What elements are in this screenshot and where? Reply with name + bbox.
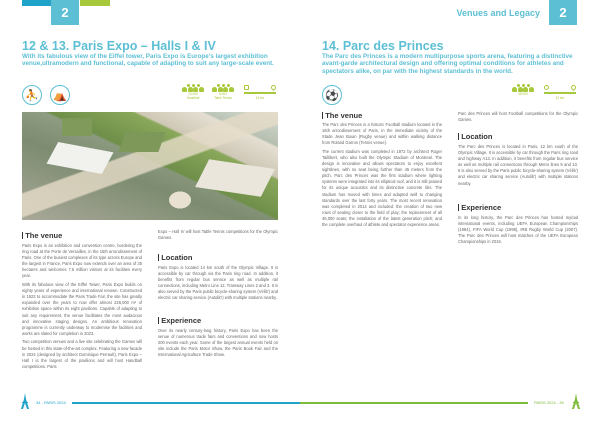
location-pin-icon <box>570 84 577 91</box>
experience-body: In its long history, the Parc des Princes has hosted myriad international events, including UEFA European Championships (1984), FIFA World Cup (1998), IRB Rugby World Cup (2007). The Parc des Princes will host matches of the UEFA European Championships in 2016. <box>458 215 578 245</box>
location-body: Paris Expo is located 14 km south of the Olympic Village. It is accessible by car through via the Paris ring road. In addition, it benefits from regular bus service as well as multiple rail connections, including Metro Line 12, Tramway Lines 2 and 3. It is also served by the Paris public bicycle-sharing system (Vélib') and electric car sharing service (Autolib') with multiple stations nearby. <box>158 265 278 301</box>
location-body: The Parc des Princes is located in Paris, 12 km south of the Olympic Village. It is accessible by car through the Paris ring road and highway A13. In addition, it benefits from regular bus service as well as multiple rail connections through Metro lines 9 and 10. It is also served by the Paris public bicycle-sharing system (Vélib') and electric car sharing service (Autolib') with multiple stations nearby. <box>458 144 578 186</box>
venue-title: 14. Parc des Princes <box>322 39 444 53</box>
section-heading-venue: The venue <box>322 111 362 120</box>
top-color-bar-blue <box>22 0 52 6</box>
capacity-stat-handball: 10,000 Handball <box>176 84 210 101</box>
chapter-number-badge: 2 <box>549 0 577 25</box>
section-label: Venues and Legacy <box>456 8 540 18</box>
eiffel-tower-icon <box>571 393 581 409</box>
section-heading-experience: Experience <box>158 316 201 325</box>
col2-intro: Expo – Hall IV will host Table Tennis competitions for the Olympic Games. <box>158 229 278 241</box>
section-heading-location: Location <box>458 132 492 141</box>
venue-title: 12 & 13. Paris Expo – Halls I & IV <box>22 39 216 53</box>
paris-expo-aerial-photo <box>22 112 278 220</box>
location-pin-icon <box>270 84 277 91</box>
handball-icon: ⛹ <box>22 85 42 105</box>
right-page: Venues and Legacy 2 14. Parc des Princes The Parc des Princes is a modern multipurpose sports arena, featuring a distinctive avant-garde architectural design and offering optimal conditions for athletes and spectators alike, on par with the highest standards in the world. ⚽ 45,000 12 km The venue The Parc des Princes is a historic Football stadium located in the 16th arrondissement of Paris, in the immediate vicinity of the Stade Jean Bouin (Rugby venue) and within walking distance from Roland Garros (Tennis venue). The current stadium was completed in 1972 by architect Roger Taillibert, who also built the Olympic Stadium of Montreal. The design is innovative and allows spectators to enjoy excellent sightlines, with no seat being further than 45 meters from the pitch. Parc des Princes was the first stadium where lighting systems were integrated into its elliptical roof, and it is still praised for its unique acoustics and its distinctive concrete ribs. The stadium has moved with times and adapted well to changing standards over the last forty years. The most recent renovation was completed in 2014 and included: the creation of two new rows of seating closer to the field of play; the replacement of all 45,000 seats; the installation of the latest generation pitch; and the complete overhaul of athlete and spectator experience areas. Parc des Princes will host Football competitions for the Olympic Games. Location The Parc des Princes is located in Paris, 12 km south of the Olympic Village. It is accessible by car through the Paris ring road and highway A13. In addition, it benefits from regular bus service as well as multiple rail connections through Metro lines 9 and 10. It is also served by the Paris public bicycle-sharing system (Vélib') and electric car sharing service (Autolib') with multiple stations nearby. Experience In its long history, the Parc des Princes has hosted myriad international events, including UEFA European Championships (1984), FIFA World Cup (1998), IRB Rugby World Cup (2007). The Parc des Princes will host matches of the UEFA European Championships in 2016. PARIS 2024 - 35 <box>300 0 600 424</box>
venue-body: The Parc des Princes is a historic Football stadium located in the 16th arrondissement of Paris, in the immediate vicinity of the Stade Jean Bouin (Rugby venue) and within walking distance from Roland Garros (Tennis venue). The current stadium was completed in 1972 by architect Roger Taillibert, who also built the Olympic Stadium of Montreal. The design is innovative and allows spectators to enjoy excellent sightlines, with no seat being further than 45 meters from the pitch. Parc des Princes was the first stadium where lighting systems were integrated into its elliptical roof, and it is still praised for its unique acoustics and its distinctive concrete ribs. The stadium has moved with times and adapted well to changing standards over the last forty years. The most recent renovation was completed in 2014 and included: the creation of two new rows of seating closer to the field of play; the replacement of all 45,000 seats; the installation of the latest generation pitch; and the complete overhaul of athlete and spectator experience areas. <box>322 122 442 227</box>
capacity-stat-table-tennis: 6,000 Table Tennis <box>206 84 240 101</box>
section-heading-venue: The venue <box>22 231 62 240</box>
top-color-bar-green <box>80 0 110 6</box>
chapter-number-badge: 2 <box>51 0 79 25</box>
footer-rule-green <box>300 402 528 404</box>
col2-intro: Parc des Princes will host Football competitions for the Olympic Games. <box>458 111 578 123</box>
village-icon <box>244 85 249 90</box>
page-number-left: 34 - PARIS 2024 <box>36 400 66 405</box>
section-heading-experience: Experience <box>458 203 501 212</box>
table-tennis-icon: ⛺ <box>50 85 70 105</box>
page-number-right: PARIS 2024 - 35 <box>534 400 564 405</box>
section-heading-location: Location <box>158 253 192 262</box>
venue-body: Paris Expo is an exhibition and convention centre, bordering the ring road at the Porte de Versailles, in the 15th arrondissement of Paris. One of the busiest complexes of its type across Europe and the largest in France, Paris Expo now extends over an area of 35 hectares and welcomes 7.5 million visitors at its facilities every year. With its fabulous view of the Eiffel Tower, Paris Expo builds on eighty years of experience and international renown. Constructed in 1923 to accommodate the Paris Trade Fair, the site has greatly expanded over the years to now offer almost 228,000 m² of exhibition space within its eight pavilions. Capable of adapting to suit any requirement, the venue facilitates the most audacious and innovative staging designs. An ambitious renovation programme is currently underway to modernise the facilities and works are slated for completion in 2023. Two competition venues and a live site celebrating the Games will be hosted in this state-of-the-art complex. Featuring a new facade in 2024 (designed by architect Dominique Perrault), Paris Expo – Hall I is the largest of the pavilions and will host Handball competitions. Paris <box>22 243 142 369</box>
footer-rule-blue <box>72 402 300 404</box>
venue-lead: The Parc des Princes is a modern multipurpose sports arena, featuring a distinctive avant-garde architectural design and offering optimal conditions for athletes and spectators alike, on par with the highest standards in the world. <box>322 53 573 75</box>
football-icon: ⚽ <box>322 85 342 105</box>
experience-body: Over its nearly century-long history, Paris Expo has been the venue of numerous trade fairs and conventions and now hosts 200 events each year. Some of the largest annual events held on site include the Paris Motor Show, the Paris Book Fair and the International Agriculture Trade Show. <box>158 328 278 358</box>
eiffel-tower-icon <box>20 393 30 409</box>
capacity-stat-football: 45,000 <box>506 84 540 97</box>
village-icon <box>544 85 549 90</box>
left-page: 2 12 & 13. Paris Expo – Halls I & IV With its fabulous view of the Eiffel tower, Paris Expo is Europe's largest exhibition venue,ultramodern and functional, capable of adapting to suit any large-scale event. ⛹ ⛺ 10,000 Handball 6,000 Table Tennis 14 km The venue Paris Expo is an exhibition and convention centre, bordering the ring road at the Porte de Versailles, in the 15th arrondissement of Paris. One of the busiest complexes of its type across Europe and the largest in France, Paris Expo now extends over an area of 35 hectares and welcomes 7.5 million visitors at its facilities every year. With its fabulous view of the Eiffel Tower, Paris Expo builds on eighty years of experience and international renown. Constructed in 1923 to accommodate the Paris Trade Fair, the site has greatly expanded over the years to now offer almost 228,000 m² of exhibition space within its eight pavilions. Capable of adapting to suit any requirement, the venue facilitates the most audacious and innovative staging designs. An ambitious renovation programme is currently underway to modernise the facilities and works are slated for completion in 2023. Two competition venues and a live site celebrating the Games will be hosted in this state-of-the-art complex. Featuring a new facade in 2024 (designed by architect Dominique Perrault), Paris Expo – Hall I is the largest of the pavilions and will host Handball competitions. Paris Expo – Hall IV will host Table Tennis competitions for the Olympic Games. Location Paris Expo is located 14 km south of the Olympic Village. It is accessible by car through via the Paris ring road. In addition, it benefits from regular bus service as well as multiple rail connections, including Metro Line 12, Tramway Lines 2 and 3. It is also served by the Paris public bicycle-sharing system (Vélib') and electric car sharing service (Autolib') with multiple stations nearby. Experience Over its nearly century-long history, Paris Expo has been the venue of numerous trade fairs and conventions and now hosts 200 events each year. Some of the largest annual events held on site include the Paris Motor Show, the Paris Book Fair and the International Agriculture Trade Show. 34 - PARIS 2024 <box>0 0 300 424</box>
venue-lead: With its fabulous view of the Eiffel tower, Paris Expo is Europe's largest exhibition venue,ultramodern and functional, capable of adapting to suit any large-scale event. <box>22 53 274 68</box>
